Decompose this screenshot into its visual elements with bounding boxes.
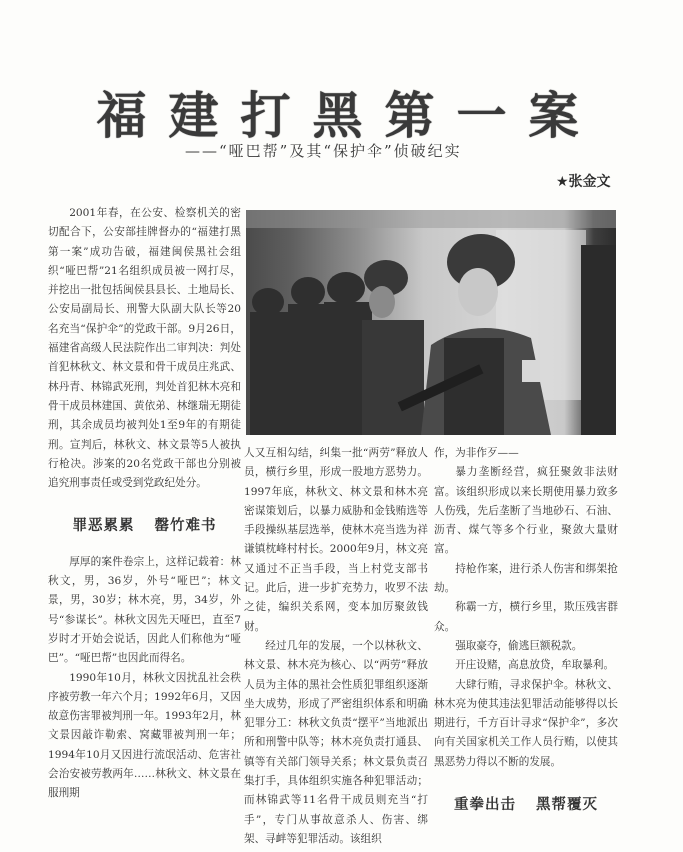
body-paragraph: 1990年10月，林秋文因扰乱社会秩序被劳教一年六个月；1992年6月，又因故意伤害罪被判刑一年。1993年2月，林文景因敲诈勒索、窝藏罪被判刑一年；1994年10月又因进行流氓活动、危害社会治安被劳教两年……林秋文、林文景在服刑期: [48, 671, 241, 800]
author-byline: ★张金文: [556, 174, 611, 190]
news-photo: [246, 210, 616, 435]
right-column: [434, 444, 618, 831]
section-heading-part1: 罪恶累累: [72, 518, 135, 535]
article-subtitle: ——“哑巴帮”及其“保护伞”侦破纪实: [185, 142, 462, 160]
intro-paragraph: 2001年春，在公安、检察机关的密切配合下，公安部挂牌督办的“福建打黑第一案”成功告破，福建闽侯黑社会组织“哑巴帮”21名组织成员被一网打尽，并挖出一批包括闽侯县县长、土地局长、公安局副局长、刑警大队副大队长等20名充当“保护伞”的党政干部。9月26日，福建省高级人民法院作出二审判决：判处首犯林秋文、林文景和骨干成员庄兆武、林丹青、林锦武死刑，判处首犯林木亮和骨干成员林建国、黄依弟、林继瑞无期徒刑，其余成员均被判处1至9年的有期徒刑。宣判后，林秋文、林文景等5人被执行枪决。涉案的20名党政干部也分别被追究刑事责任或受到党政纪处分。: [48, 207, 241, 490]
left-column: [48, 204, 241, 804]
body-paragraph: 暴力垄断经营，疯狂聚敛非法财富。该组织形成以来长期使用暴力致多人伤残，先后垄断了当地砂石、石油、沥青、煤气等多个行业，聚敛大量财富。: [434, 466, 618, 556]
article-title: 福建打黑第一案: [96, 87, 601, 145]
body-paragraph: 厚厚的案件卷宗上，这样记载着：林秋文，男，36岁，外号“哑巴”；林文景，男，30岁；林木亮，男，34岁，外号“参谋长”。林秋文因先天哑巴，直至7岁时才开始会说话，因此人们称他为“哑巴”。“哑巴帮”也因此而得名。: [48, 555, 241, 665]
body-paragraph: 人又互相勾结，纠集一批“两劳”释放人员，横行乡里，形成一股地方恶势力。1997年底，林秋文、林文景和林木亮密谋策划后，以暴力威胁和金钱贿选等手段操纵基层选举，使林木亮当选为祥谦镇枕峰村村长。2000年9月，林文亮又通过不正当手段，当上村党支部书记。此后，进一步扩充势力，收罗不法之徒，编织关系网，变本加厉聚敛钱财。: [244, 447, 428, 633]
section-heading-crimes: [48, 517, 241, 536]
section-heading-part1: 重拳出击: [454, 797, 516, 814]
body-paragraph: 强取豪夺，偷逃巨额税款。: [455, 639, 583, 652]
section-heading-part2: 黑帮覆灭: [536, 797, 598, 814]
body-paragraph: 经过几年的发展，一个以林秋文、林文景、林木亮为核心、以“两劳”释放人员为主体的黑社会性质犯罪组织逐渐坐大成势，形成了严密组织体系和明确犯罪分工：林秋文负责“摆平”当地派出所和刑警中队等；林木亮负责打通县、镇等有关部门领导关系；林文景负责召集打手，具体组织实施各种犯罪活动；而林锦武等11名骨干成员则充当“打手”，专门从事故意杀人、伤害、绑架、寻衅等犯罪活动。该组织: [244, 639, 428, 845]
section-heading-part2: 罄竹难书: [154, 518, 217, 535]
section-heading-crackdown: [434, 796, 618, 815]
body-paragraph: 持枪作案，进行杀人伤害和绑架抢劫。: [434, 562, 618, 595]
body-paragraph: 作，为非作歹——: [434, 447, 519, 459]
body-paragraph: 称霸一方，横行乡里，欺压残害群众。: [434, 601, 618, 633]
middle-column: [244, 444, 428, 849]
body-paragraph: 开庄设赌，高息放贷，牟取暴利。: [455, 659, 615, 672]
body-paragraph: 大肆行贿，寻求保护伞。林秋文、林木亮为使其违法犯罪活动能够得以长期进行，千方百计寻求“保护伞”，多次向有关国家机关工作人员行贿，以使其黑恶势力得以不断的发展。: [434, 678, 618, 768]
police-officers-image: [246, 210, 616, 435]
